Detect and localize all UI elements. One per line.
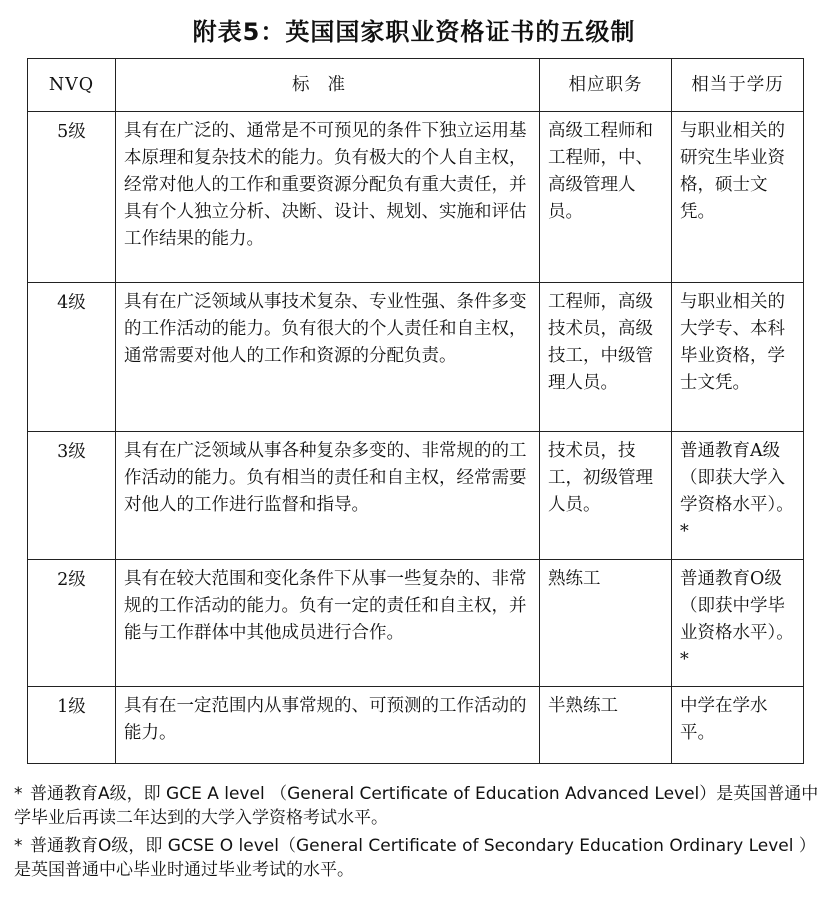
footnote-marker: *	[14, 836, 23, 856]
table-row	[28, 283, 804, 432]
footnote-text: 普通教育O级，即 GCSE O level（General Certificate of Secondary Education Ordinary Level ）是英国普通中心毕业时通过毕业考试的水平。	[14, 836, 816, 880]
education-cell: 中学在学水平。	[672, 687, 804, 764]
nvq-levels-table	[27, 58, 804, 764]
job-cell: 高级工程师和工程师，中、高级管理人员。	[540, 112, 672, 283]
education-cell: 与职业相关的研究生毕业资格，硕士文凭。	[672, 112, 804, 283]
header-education: 相当于学历	[672, 59, 804, 112]
footnote-marker: *	[14, 784, 23, 804]
table-title: 附表5：英国国家职业资格证书的五级制	[192, 18, 636, 46]
header-standard: 标准	[116, 59, 540, 112]
table-header-row	[28, 59, 804, 112]
education-cell: 普通教育O级（即获中学毕业资格水平）。*	[672, 560, 804, 687]
job-cell: 半熟练工	[540, 687, 672, 764]
standard-cell: 具有在一定范围内从事常规的、可预测的工作活动的能力。	[116, 687, 540, 764]
standard-cell: 具有在广泛的、通常是不可预见的条件下独立运用基本原理和复杂技术的能力。负有极大的个人自主权，经常对他人的工作和重要资源分配负有重大责任，并具有个人独立分析、决断、设计、规划、实施和评估工作结果的能力。	[116, 112, 540, 283]
level-cell: 2级	[28, 560, 116, 687]
table-row	[28, 687, 804, 764]
footnote-gcse-o-level	[14, 834, 820, 882]
header-job: 相应职务	[540, 59, 672, 112]
education-cell: 与职业相关的大学专、本科毕业资格，学士文凭。	[672, 283, 804, 432]
job-cell: 工程师，高级技术员，高级技工，中级管理人员。	[540, 283, 672, 432]
standard-cell: 具有在较大范围和变化条件下从事一些复杂的、非常规的工作活动的能力。负有一定的责任和自主权，并能与工作群体中其他成员进行合作。	[116, 560, 540, 687]
level-cell: 4级	[28, 283, 116, 432]
standard-cell: 具有在广泛领域从事各种复杂多变的、非常规的的工作活动的能力。负有相当的责任和自主权，经常需要对他人的工作进行监督和指导。	[116, 432, 540, 560]
level-cell: 5级	[28, 112, 116, 283]
table-row	[28, 560, 804, 687]
standard-cell: 具有在广泛领域从事技术复杂、专业性强、条件多变的工作活动的能力。负有很大的个人责任和自主权，通常需要对他人的工作和资源的分配负责。	[116, 283, 540, 432]
level-cell: 1级	[28, 687, 116, 764]
education-cell: 普通教育A级（即获大学入学资格水平）。*	[672, 432, 804, 560]
table-row	[28, 432, 804, 560]
header-nvq: NVQ	[28, 59, 116, 112]
job-cell: 技术员，技工，初级管理人员。	[540, 432, 672, 560]
level-cell: 3级	[28, 432, 116, 560]
footnote-text: 普通教育A级，即 GCE A level （General Certificate of Education Advanced Level）是英国普通中学毕业后再读二年达到的大学入学资格考试水平。	[14, 784, 819, 828]
job-cell: 熟练工	[540, 560, 672, 687]
footnote-gce-a-level	[14, 782, 820, 830]
table-row	[28, 112, 804, 283]
